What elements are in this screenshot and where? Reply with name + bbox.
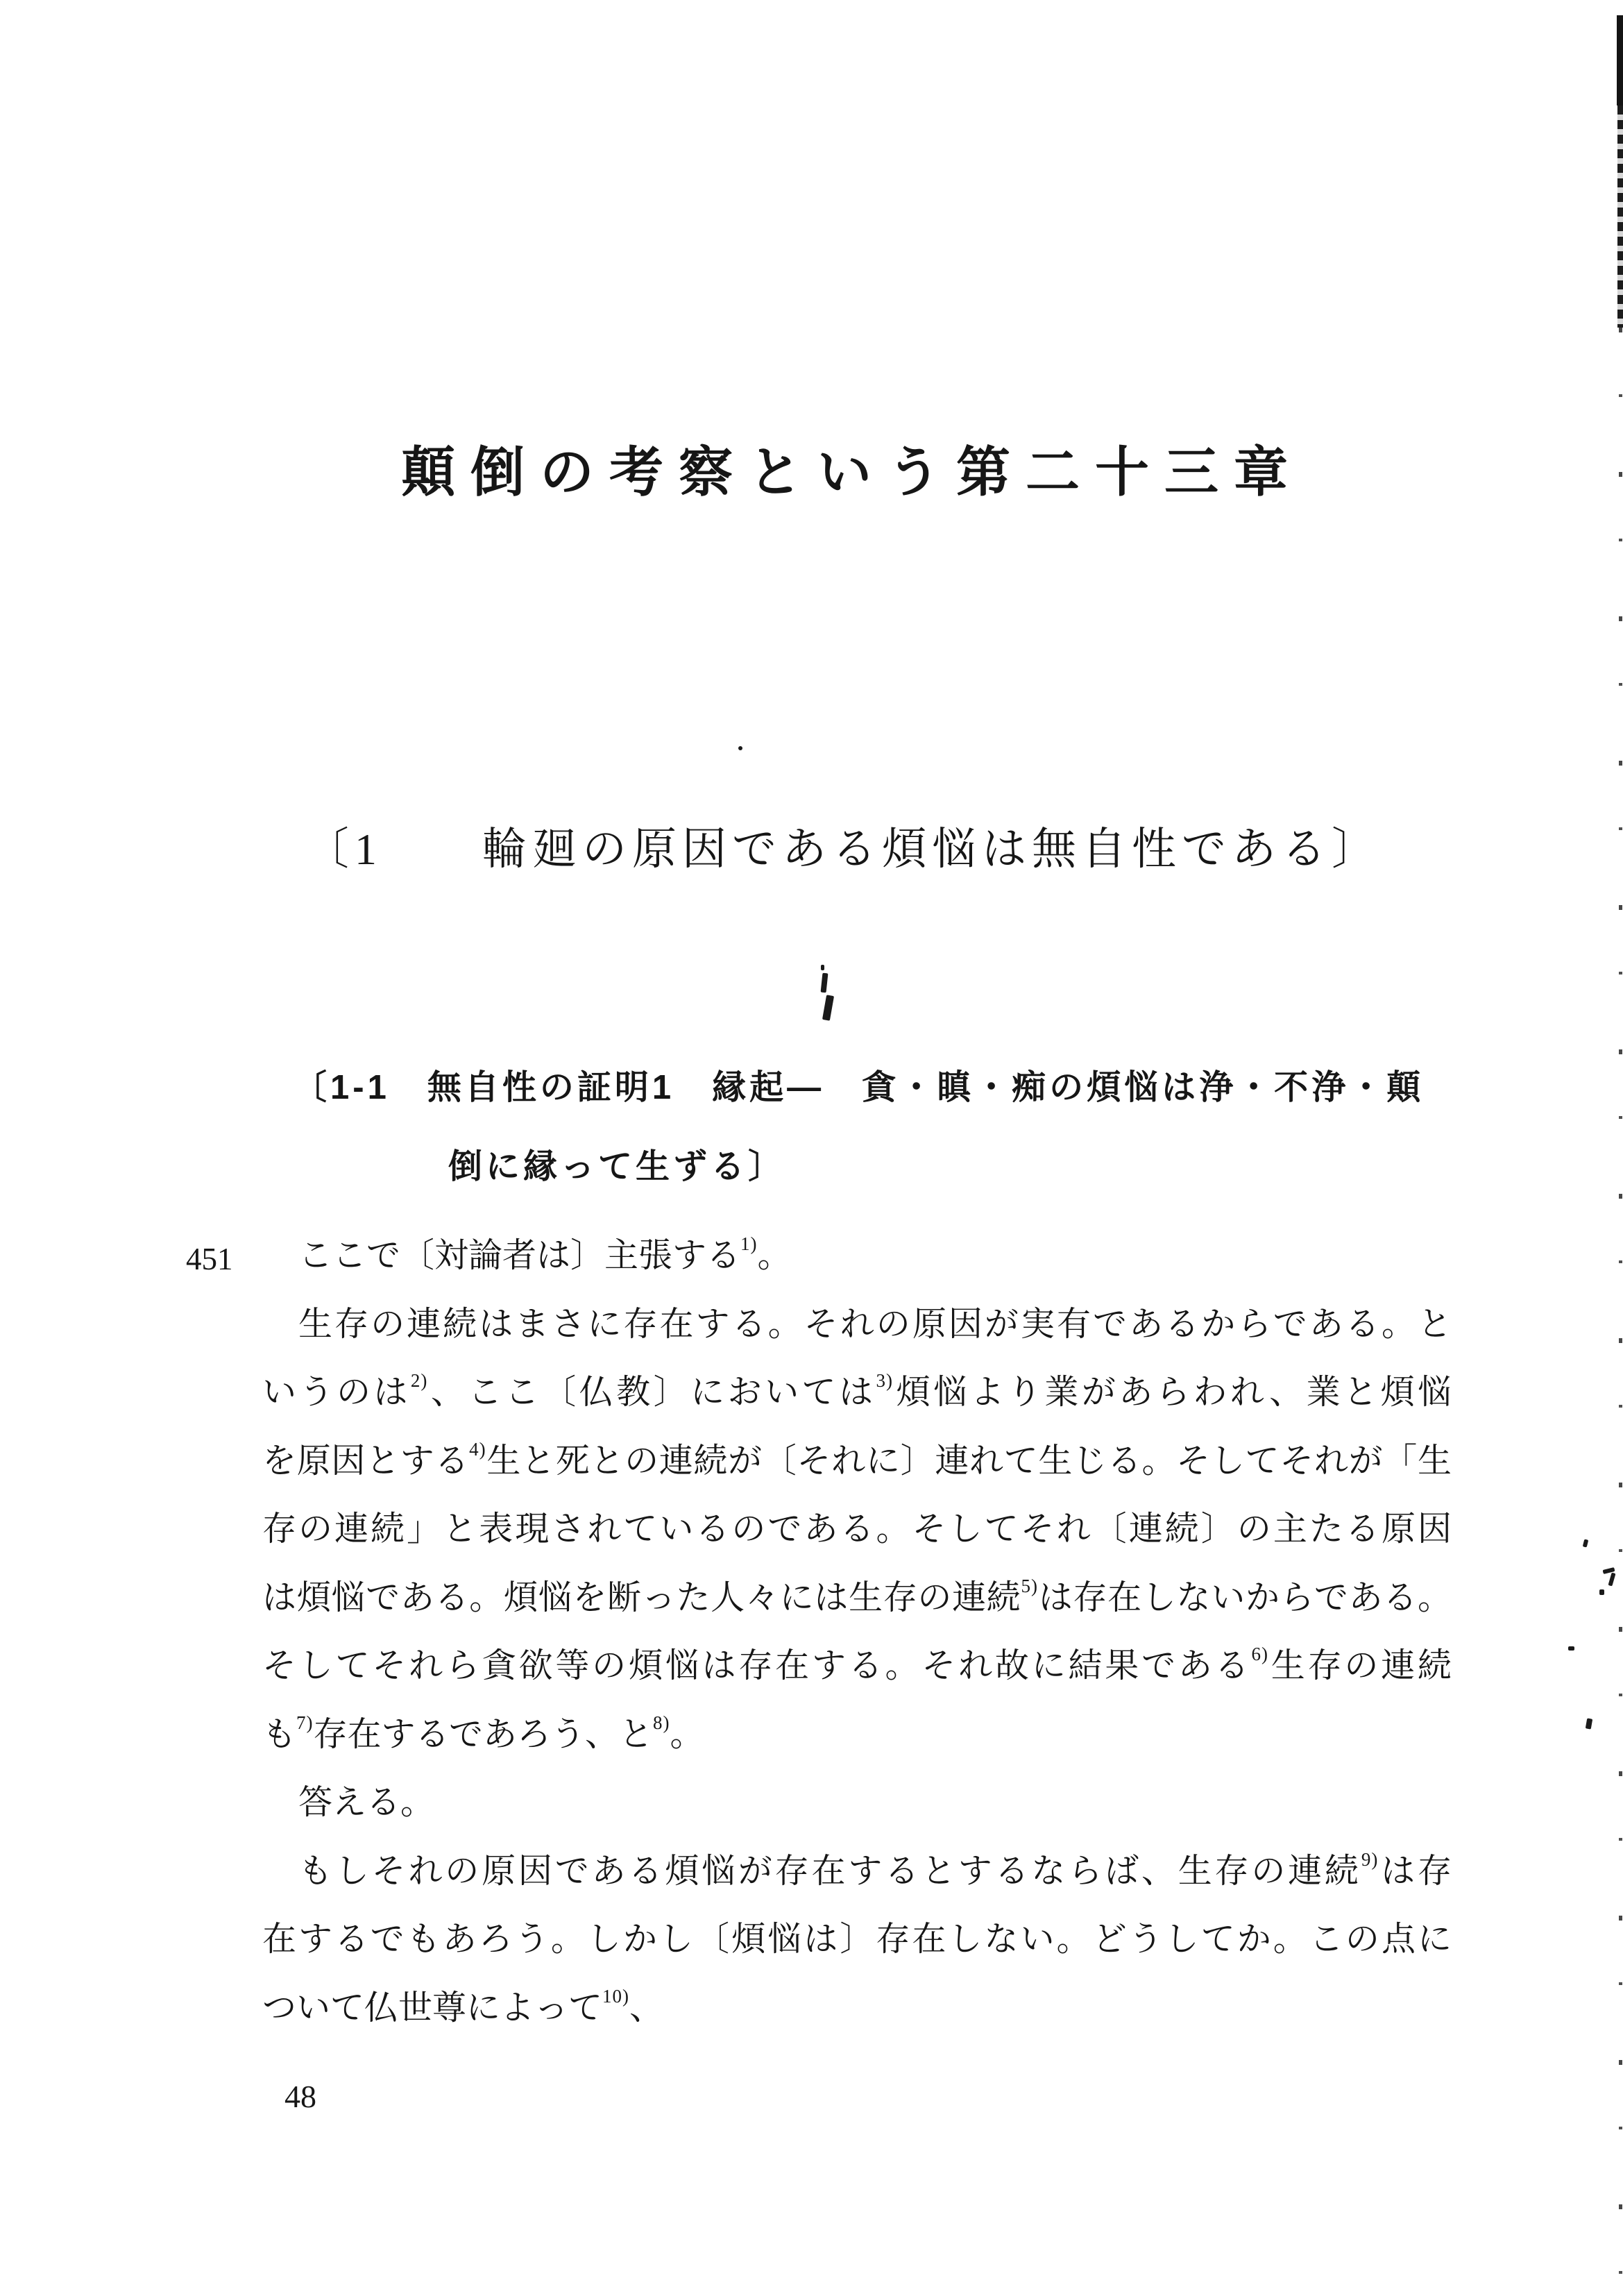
footnote-marker: 1) xyxy=(740,1233,758,1254)
body-line: いうのは$^{2)}$、ここ〔仏教〕においては$^{3)}$煩悩より業があらわれ、業と煩悩 xyxy=(262,1370,1452,1411)
scan-edge-dashes xyxy=(1617,105,1623,328)
body-line: ここで〔対論者は〕主張する$^{1)}$。 xyxy=(298,1233,792,1274)
footnote-marker: 10) xyxy=(602,1985,630,2007)
body-line: は煩悩である。煩悩を断った人々には生存の連続$^{5)}$は存在しないからである。 xyxy=(262,1575,1452,1617)
ink-speck xyxy=(1583,1539,1588,1547)
body-line: 存の連続」と表現されているのである。そしてそれ〔連続〕の主たる原因 xyxy=(262,1510,1452,1548)
margin-paragraph-number: 451 xyxy=(186,1242,233,1276)
ink-speck xyxy=(1568,1646,1574,1651)
ink-speck xyxy=(1608,1573,1615,1587)
ink-smudge xyxy=(821,973,829,993)
footnote-marker: 8) xyxy=(653,1712,670,1733)
subsection-heading-line2: 倒に縁って生ずる〕 xyxy=(448,1148,786,1185)
body-line: 答える。 xyxy=(298,1783,435,1821)
body-line: を原因とする$^{4)}$生と死との連続が〔それに〕連れて生じる。そしてそれが「生 xyxy=(262,1438,1452,1480)
body-line: もしそれの原因である煩悩が存在するとするならば、生存の連続$^{9)}$は存 xyxy=(298,1848,1452,1890)
ink-smudge xyxy=(822,995,834,1020)
ink-speck xyxy=(738,746,742,750)
footnote-marker: 5) xyxy=(1021,1575,1039,1596)
footnote-marker: 3) xyxy=(876,1370,893,1391)
scan-edge-dots xyxy=(1619,328,1622,2296)
body-line: そしてそれら貪欲等の煩悩は存在する。それ故に結果である$^{6)}$生存の連続 xyxy=(262,1644,1452,1685)
subsection-heading-line1: 〔1-1 無自性の証明1 縁起— 貪・瞋・痴の煩悩は浄・不浄・顛 xyxy=(293,1069,1425,1106)
footnote-marker: 9) xyxy=(1361,1848,1379,1870)
ink-speck xyxy=(1599,1589,1604,1595)
body-text xyxy=(262,1222,1452,2042)
page-number: 48 xyxy=(284,2079,316,2114)
scan-edge-artifact xyxy=(1616,0,1623,2296)
ink-speck xyxy=(1586,1718,1592,1729)
ink-smudge xyxy=(821,965,824,970)
scan-edge-solid xyxy=(1617,15,1623,105)
footnote-marker: 7) xyxy=(296,1712,314,1733)
section-heading: 〔1 輪廻の原因である煩悩は無自性である〕 xyxy=(305,825,1382,874)
body-line: ついて仏世尊によって$^{10)}$、 xyxy=(262,1985,664,2027)
footnote-marker: 4) xyxy=(469,1438,486,1460)
body-line: 在するでもあろう。しかし〔煩悩は〕存在しない。どうしてか。この点に xyxy=(262,1920,1452,1958)
chapter-title: 顛倒の考察という第二十三章 xyxy=(400,442,1304,503)
body-line: も$^{7)}$存在するであろう、と$^{8)}$。 xyxy=(262,1712,704,1753)
footnote-marker: 6) xyxy=(1251,1644,1268,1664)
footnote-marker: 2) xyxy=(410,1370,428,1391)
body-line: 生存の連続はまさに存在する。それの原因が実有であるからである。と xyxy=(298,1304,1452,1343)
